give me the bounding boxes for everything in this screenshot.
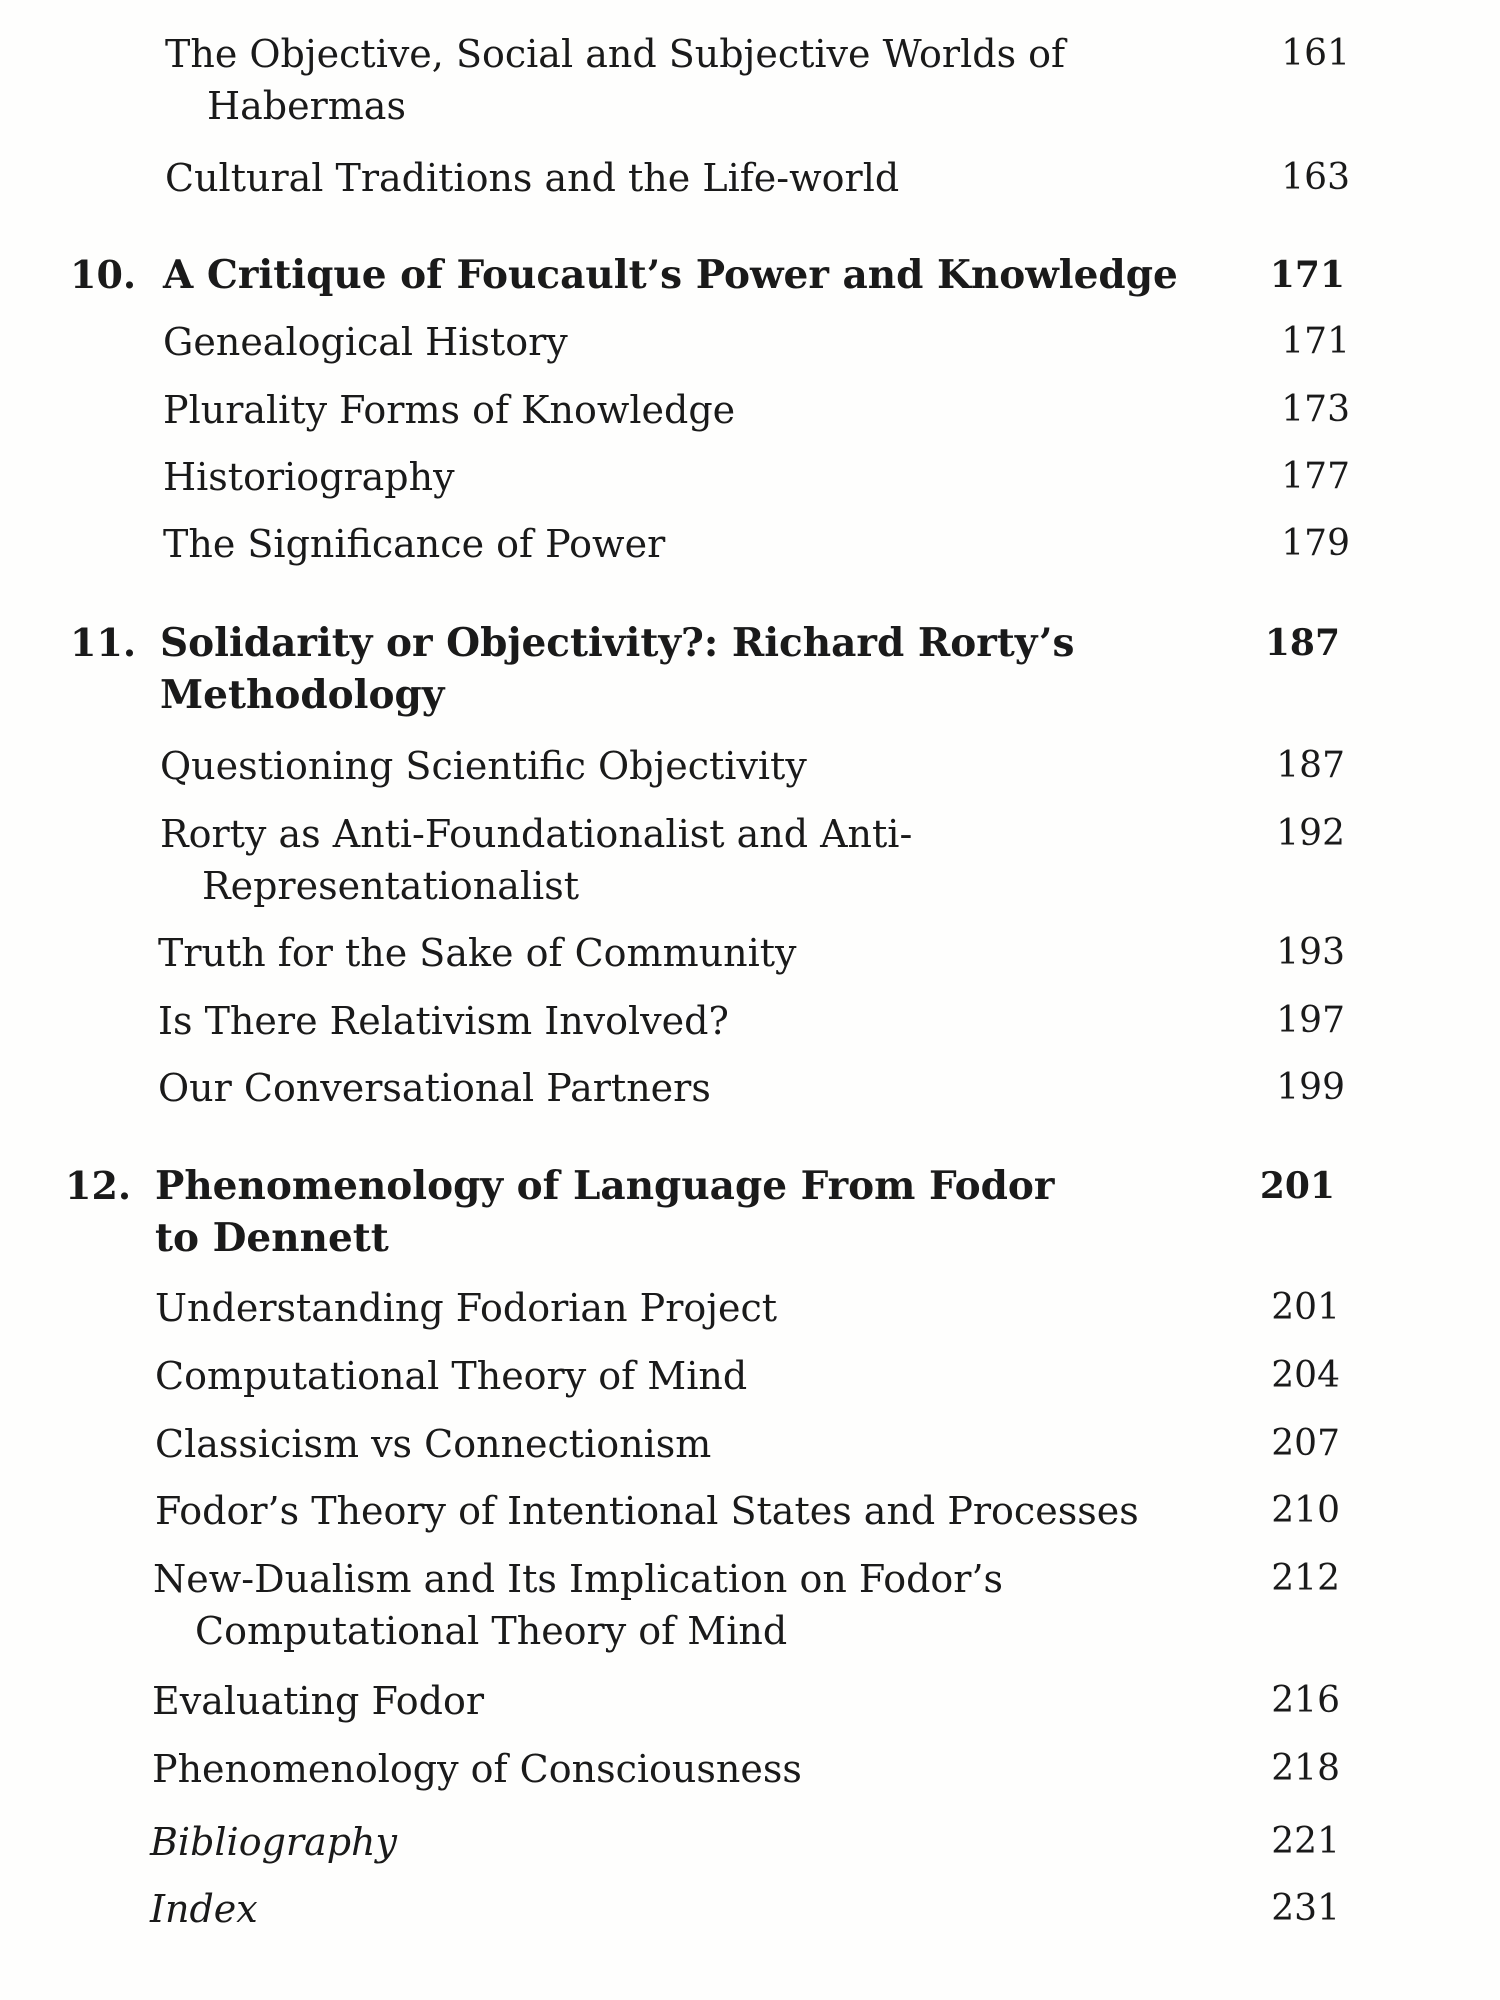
page-number: 177 <box>1281 456 1350 497</box>
entry-title-line: Evaluating Fodor <box>152 1679 484 1723</box>
entry-title <box>155 1282 777 1334</box>
entry-title <box>150 1816 397 1868</box>
entry-title <box>163 316 568 368</box>
entry-title <box>163 384 735 436</box>
page-number: 231 <box>1271 1888 1340 1929</box>
page-number: 212 <box>1271 1558 1340 1599</box>
entry-title-line: Index <box>150 1887 258 1931</box>
entry-title <box>158 927 796 979</box>
page-number: 207 <box>1271 1423 1340 1464</box>
page-number: 201 <box>1259 1165 1335 1207</box>
page-number: 199 <box>1276 1067 1345 1108</box>
chapter-number: 11. <box>70 620 137 665</box>
entry-title <box>160 617 1074 721</box>
entry-title-continuation: Habermas <box>207 84 406 128</box>
page-number: 192 <box>1276 813 1345 854</box>
entry-title-line: Historiography <box>163 455 455 499</box>
entry-title-line: New-Dualism and Its Implication on Fodor’s <box>153 1557 1004 1601</box>
entry-title-line: Phenomenology of Consciousness <box>152 1747 802 1791</box>
entry-title-line: Fodor’s Theory of Intentional States and Processes <box>155 1489 1139 1533</box>
page-number: 193 <box>1276 932 1345 973</box>
entry-title <box>163 249 1178 301</box>
entry-title <box>150 1883 258 1935</box>
entry-title <box>155 1350 747 1402</box>
page-number: 210 <box>1271 1490 1340 1531</box>
entry-title <box>165 152 899 204</box>
entry-title-line: Computational Theory of Mind <box>155 1354 748 1398</box>
entry-title <box>155 1418 711 1470</box>
entry-title-line: The Significance of Power <box>163 522 666 566</box>
entry-title <box>165 28 1065 132</box>
entry-title-line: Classicism vs Connectionism <box>155 1422 712 1466</box>
entry-title-line: Rorty as Anti-Foundationalist and Anti- <box>160 812 913 856</box>
page-number: 171 <box>1281 321 1350 362</box>
entry-title <box>160 808 912 912</box>
page-number: 179 <box>1281 523 1350 564</box>
entry-title-line: Bibliography <box>150 1820 397 1864</box>
page-number: 187 <box>1276 745 1345 786</box>
page-number: 221 <box>1271 1821 1340 1862</box>
entry-title-line: Solidarity or Objectivity?: Richard Rorty’s <box>160 620 1075 666</box>
entry-title <box>153 1553 1003 1657</box>
page-number: 173 <box>1281 389 1350 430</box>
chapter-number: 10. <box>70 252 137 297</box>
page-number: 187 <box>1264 622 1340 664</box>
entry-title-line: Is There Relativism Involved? <box>158 999 729 1043</box>
entry-title-line: Questioning Scientific Objectivity <box>160 744 807 788</box>
entry-title <box>152 1743 802 1795</box>
chapter-number: 12. <box>65 1163 132 1208</box>
page-number: 218 <box>1271 1748 1340 1789</box>
entry-title <box>155 1160 1054 1264</box>
entry-title-line: Genealogical History <box>163 320 568 364</box>
entry-title <box>155 1485 1139 1537</box>
entry-title <box>152 1675 484 1727</box>
entry-title-line: The Objective, Social and Subjective Worlds of <box>165 32 1066 76</box>
entry-title-line: Plurality Forms of Knowledge <box>163 388 736 432</box>
entry-title <box>163 451 455 503</box>
page-number: 163 <box>1281 157 1350 198</box>
entry-title-continuation: Methodology <box>160 672 445 718</box>
entry-title-line: Understanding Fodorian Project <box>155 1286 778 1330</box>
page-number: 197 <box>1276 1000 1345 1041</box>
entry-title-continuation: Representationalist <box>202 864 579 908</box>
page-number: 204 <box>1271 1355 1340 1396</box>
entry-title <box>158 1062 711 1114</box>
page-number: 171 <box>1269 254 1345 296</box>
entry-title <box>160 740 807 792</box>
page-number: 201 <box>1271 1287 1340 1328</box>
entry-title-continuation: to Dennett <box>155 1215 389 1261</box>
entry-title-continuation: Computational Theory of Mind <box>195 1609 788 1653</box>
entry-title <box>158 995 729 1047</box>
entry-title <box>163 518 665 570</box>
entry-title-line: Phenomenology of Language From Fodor <box>155 1163 1055 1209</box>
entry-title-line: Our Conversational Partners <box>158 1066 711 1110</box>
page-number: 161 <box>1281 33 1350 74</box>
page-number: 216 <box>1271 1680 1340 1721</box>
entry-title-line: Truth for the Sake of Community <box>158 931 797 975</box>
entry-title-line: Cultural Traditions and the Life-world <box>165 156 900 200</box>
entry-title-line: A Critique of Foucault’s Power and Knowledge <box>163 252 1178 298</box>
